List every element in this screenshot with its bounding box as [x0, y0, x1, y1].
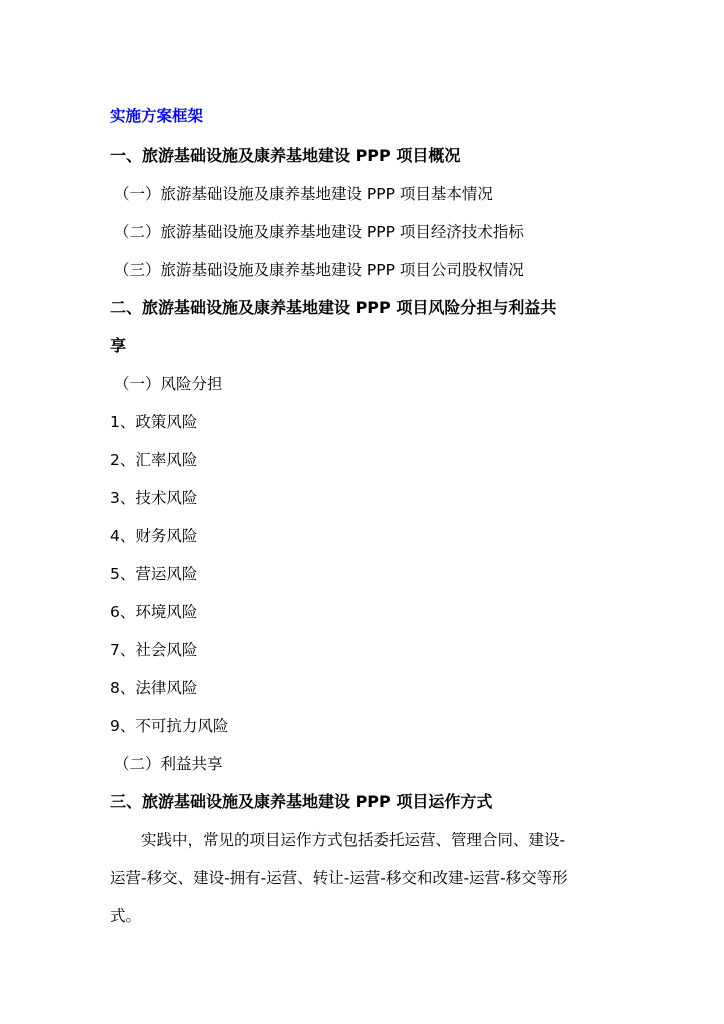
heading-3: 三、旅游基础设施及康养基地建设 PPP 项目运作方式: [110, 792, 493, 811]
paragraph-line-3: 式。: [110, 907, 142, 925]
paragraph-line-1: 实践中，常见的项目运作方式包括委托运营、管理合同、建设-: [110, 831, 566, 849]
subheading-1-3: （三）旅游基础设施及康养基地建设 PPP 项目公司股权情况: [114, 261, 524, 279]
subheading-1-1: （一）旅游基础设施及康养基地建设 PPP 项目基本情况: [114, 185, 493, 203]
risk-item: 8、法律风险: [110, 679, 198, 697]
subheading-1-2: （二）旅游基础设施及康养基地建设 PPP 项目经济技术指标: [114, 223, 524, 241]
paragraph-line-2: 运营-移交、建设-拥有-运营、转让-运营-移交和改建-运营-移交等形: [110, 869, 568, 887]
risk-item: 5、营运风险: [110, 565, 198, 583]
risk-item: 4、财务风险: [110, 527, 198, 545]
subheading-2-2: （二）利益共享: [114, 755, 223, 773]
risk-item: 6、环境风险: [110, 603, 198, 621]
risk-item: 2、汇率风险: [110, 451, 198, 469]
subheading-2-1: （一）风险分担: [114, 375, 223, 393]
risk-item: 1、政策风险: [110, 413, 198, 431]
risk-item: 9、不可抗力风险: [110, 717, 229, 735]
risk-item: 7、社会风险: [110, 641, 198, 659]
heading-1: 一、旅游基础设施及康养基地建设 PPP 项目概况: [110, 146, 461, 165]
heading-2-line-2: 享: [110, 336, 127, 355]
risk-item: 3、技术风险: [110, 489, 198, 507]
section-title: 实施方案框架: [110, 107, 204, 125]
heading-2-line-1: 二、旅游基础设施及康养基地建设 PPP 项目风险分担与利益共: [110, 298, 557, 317]
